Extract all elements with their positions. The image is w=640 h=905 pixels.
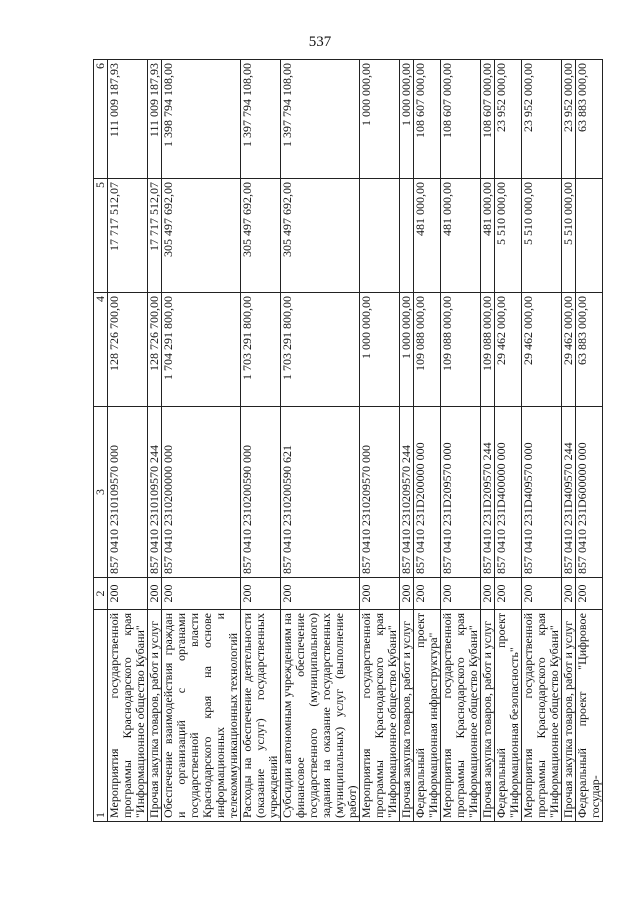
row-value-5-cell: 481 000,00	[414, 179, 441, 293]
table-row	[360, 60, 400, 822]
row-value-4-cell: 29 462 000,00	[522, 293, 562, 407]
row-value-6-cell: 63 883 000,00	[576, 60, 603, 179]
row-value-6-cell: 111 009 187,93	[108, 60, 148, 179]
row-value-6-cell: 23 952 000,00	[522, 60, 562, 179]
page-number: 537	[308, 34, 332, 50]
row-name-cell: Мероприятия государственной программы Краснодарского края "Информационное общество Кубани"	[108, 610, 148, 822]
table-row	[576, 60, 603, 822]
row-code-cell: 200	[495, 578, 522, 610]
row-value-5-cell: 17 717 512,07	[108, 179, 148, 293]
row-value-6-cell: 23 952 000,00	[495, 60, 522, 179]
row-value-4-cell: 29 462 000,00	[562, 293, 576, 407]
row-value-4-cell: 128 726 700,00	[148, 293, 162, 407]
row-value-4-cell: 109 088 000,00	[414, 293, 441, 407]
table-row	[441, 60, 481, 822]
column-header-5: 5	[94, 179, 108, 293]
row-value-5-cell	[360, 179, 400, 293]
row-value-5-cell	[576, 179, 603, 293]
row-kbk-cell: 857 0410 2310209570 244	[400, 407, 414, 578]
row-name-cell: Федеральный проект "Информационная инфраструктура"	[414, 610, 441, 822]
row-value-5-cell: 481 000,00	[481, 179, 495, 293]
row-kbk-cell: 857 0410 2310200590 000	[241, 407, 281, 578]
row-value-4-cell: 1 703 291 800,00	[281, 293, 360, 407]
row-value-5-cell: 305 497 692,00	[162, 179, 241, 293]
row-kbk-cell: 857 0410 231D209570 244	[481, 407, 495, 578]
budget-table	[93, 59, 603, 822]
row-kbk-cell: 857 0410 2310200590 621	[281, 407, 360, 578]
table-row	[108, 60, 148, 822]
row-value-6-cell: 1 397 794 108,00	[281, 60, 360, 179]
row-code-cell: 200	[522, 578, 562, 610]
row-code-cell: 200	[562, 578, 576, 610]
row-code-cell: 200	[148, 578, 162, 610]
row-kbk-cell: 857 0410 231D409570 244	[562, 407, 576, 578]
row-code-cell: 200	[400, 578, 414, 610]
row-kbk-cell: 857 0410 231D600000 000	[576, 407, 603, 578]
column-header-3: 3	[94, 407, 108, 578]
header-row	[94, 60, 108, 822]
column-header-1: 1	[94, 610, 108, 822]
row-name-cell: Обеспечение взаимодействия граждан и организаций с органами государственной власти Краснодарского края на основе информационных и телекоммуникационных технологий	[162, 610, 241, 822]
table-row	[241, 60, 281, 822]
row-value-5-cell	[400, 179, 414, 293]
row-kbk-cell: 857 0410 2310209570 000	[360, 407, 400, 578]
row-value-4-cell: 109 088 000,00	[441, 293, 481, 407]
row-value-5-cell: 17 717 512,07	[148, 179, 162, 293]
table-row	[162, 60, 241, 822]
row-value-6-cell: 108 607 000,00	[481, 60, 495, 179]
column-header-6: 6	[94, 60, 108, 179]
row-value-6-cell: 108 607 000,00	[414, 60, 441, 179]
row-code-cell: 200	[241, 578, 281, 610]
row-value-5-cell: 5 510 000,00	[495, 179, 522, 293]
row-code-cell: 200	[162, 578, 241, 610]
row-kbk-cell: 857 0410 231D400000 000	[495, 407, 522, 578]
row-name-cell: Прочая закупка товаров, работ и услуг	[148, 610, 162, 822]
table-row	[281, 60, 360, 822]
row-value-6-cell: 1 398 794 108,00	[162, 60, 241, 179]
row-value-6-cell: 108 607 000,00	[441, 60, 481, 179]
row-value-4-cell: 128 726 700,00	[108, 293, 148, 407]
table-row	[522, 60, 562, 822]
table-row	[481, 60, 495, 822]
row-code-cell: 200	[360, 578, 400, 610]
row-name-cell: Расходы на обеспечение деятельности (оказание услуг) государственных учреждений	[241, 610, 281, 822]
row-code-cell: 200	[108, 578, 148, 610]
row-code-cell: 200	[414, 578, 441, 610]
row-name-cell: Мероприятия государственной программы Краснодарского края "Информационное общество Кубани"	[360, 610, 400, 822]
table-row	[400, 60, 414, 822]
row-code-cell: 200	[481, 578, 495, 610]
row-value-4-cell: 63 883 000,00	[576, 293, 603, 407]
row-value-6-cell: 1 000 000,00	[400, 60, 414, 179]
table-row	[148, 60, 162, 822]
row-name-cell: Прочая закупка товаров, работ и услуг	[400, 610, 414, 822]
row-value-6-cell: 23 952 000,00	[562, 60, 576, 179]
row-value-4-cell: 29 462 000,00	[495, 293, 522, 407]
row-value-4-cell: 1 000 000,00	[360, 293, 400, 407]
row-name-cell: Федеральный проект "Цифровое государ-	[576, 610, 603, 822]
row-kbk-cell: 857 0410 231D409570 000	[522, 407, 562, 578]
row-value-5-cell: 5 510 000,00	[562, 179, 576, 293]
row-kbk-cell: 857 0410 2310109570 244	[148, 407, 162, 578]
row-code-cell: 200	[441, 578, 481, 610]
row-code-cell: 200	[576, 578, 603, 610]
row-kbk-cell: 857 0410 231D209570 000	[441, 407, 481, 578]
row-value-4-cell: 1 703 291 800,00	[241, 293, 281, 407]
row-kbk-cell: 857 0410 2310200000 000	[162, 407, 241, 578]
row-name-cell: Субсидии автономным учреждениям на финансовое обеспечение государственного (муниципального) задания на оказание государственных (муниципальных) услуг (выполнение работ)	[281, 610, 360, 822]
row-code-cell: 200	[281, 578, 360, 610]
row-value-4-cell: 109 088 000,00	[481, 293, 495, 407]
table-row	[414, 60, 441, 822]
row-name-cell: Мероприятия государственной программы Краснодарского края "Информационное общество Кубани"	[522, 610, 562, 822]
row-value-6-cell: 1 397 794 108,00	[241, 60, 281, 179]
row-value-5-cell: 481 000,00	[441, 179, 481, 293]
table-row	[562, 60, 576, 822]
row-kbk-cell: 857 0410 231D200000 000	[414, 407, 441, 578]
row-name-cell: Прочая закупка товаров, работ и услуг	[481, 610, 495, 822]
row-value-4-cell: 1 704 291 800,00	[162, 293, 241, 407]
column-header-4: 4	[94, 293, 108, 407]
row-value-4-cell: 1 000 000,00	[400, 293, 414, 407]
rotated-table-container	[93, 65, 612, 822]
row-name-cell: Прочая закупка товаров, работ и услуг	[562, 610, 576, 822]
row-name-cell: Федеральный проект "Информационная безопасность"	[495, 610, 522, 822]
row-value-5-cell: 305 497 692,00	[241, 179, 281, 293]
row-value-5-cell: 5 510 000,00	[522, 179, 562, 293]
row-value-5-cell: 305 497 692,00	[281, 179, 360, 293]
table-row	[495, 60, 522, 822]
row-kbk-cell: 857 0410 2310109570 000	[108, 407, 148, 578]
row-value-6-cell: 111 009 187,93	[148, 60, 162, 179]
table-body	[108, 60, 603, 822]
column-header-2: 2	[94, 578, 108, 610]
row-value-6-cell: 1 000 000,00	[360, 60, 400, 179]
row-name-cell: Мероприятия государственной программы Краснодарского края "Информационное общество Кубани"	[441, 610, 481, 822]
